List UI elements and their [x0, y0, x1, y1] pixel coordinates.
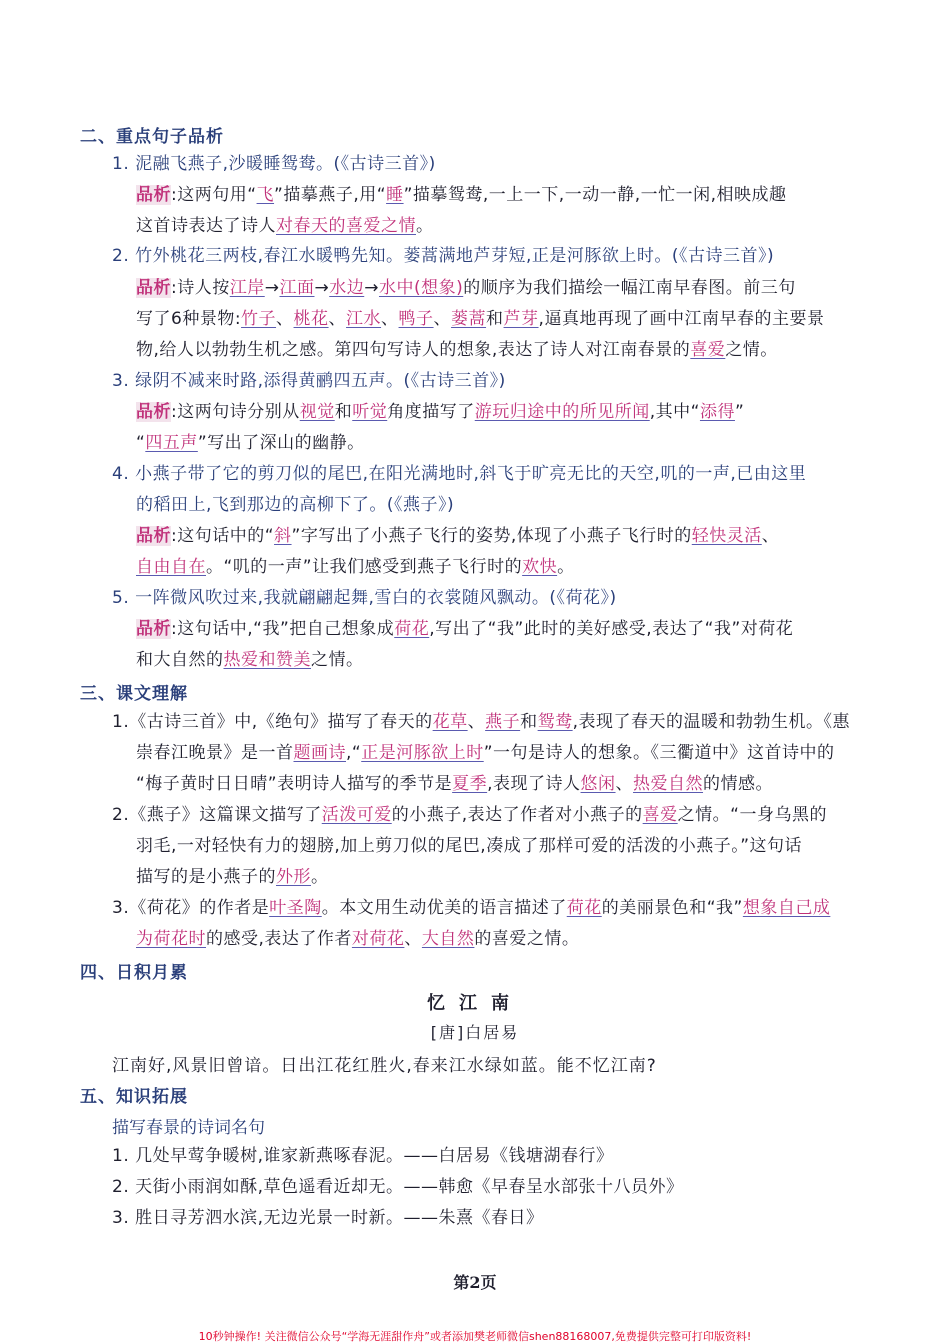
text: 的小燕子,表达了作者对小燕子的 — [391, 805, 643, 825]
answer: 鸳鸯 — [537, 712, 573, 732]
arrow: → — [364, 278, 379, 298]
answer: 斜 — [274, 526, 292, 546]
text: 。本文用生动优美的语言描述了 — [321, 898, 567, 918]
text: ”描摹燕子,用“ — [274, 185, 387, 205]
answer: 水边 — [329, 278, 365, 298]
analysis-tag: 品析 — [136, 402, 171, 422]
sep: 和 — [486, 309, 504, 329]
text: 崇春江晚景》是一首 — [136, 743, 294, 763]
text: ,“ — [346, 743, 362, 763]
answer: 鸭子 — [398, 309, 434, 329]
sentence-1: 1. 泥融飞燕子,沙暖睡鸳鸯。(《古诗三首》) — [112, 154, 436, 174]
text: :这两句诗分别从 — [171, 402, 300, 422]
sentence-2: 2. 竹外桃花三两枝,春江水暖鸭先知。蒌蒿满地芦芽短,正是河豚欲上时。(《古诗三首》) — [112, 246, 775, 266]
analysis-2-line-3 — [136, 338, 906, 362]
answer: 喜爱 — [690, 340, 726, 360]
poem-title: 忆江南 — [427, 993, 523, 1014]
answer: 水中(想象) — [378, 278, 464, 298]
arrow: → — [264, 278, 280, 298]
text: 和大自然的 — [136, 650, 224, 670]
section-title-key-sentences: 二、重点句子品析 — [80, 127, 224, 147]
text: ”字写出了小燕子飞行的姿势,体现了小燕子飞行时的 — [291, 526, 692, 546]
analysis-4-line-2 — [136, 555, 906, 579]
sep: 、 — [328, 309, 347, 329]
text: 。“叽的一声”让我们感受到燕子飞行时的 — [206, 557, 523, 577]
answer: 自由自在 — [136, 557, 206, 577]
footer-notice: 10秒钟操作! 关注微信公众号“学海无涯甜作舟”或者添加樊老师微信shen88168007,免费提供完整可打印版资料! — [198, 1330, 752, 1343]
text: 2.《燕子》这篇课文描写了 — [112, 805, 322, 825]
text: ,表现了诗人 — [487, 774, 581, 794]
understanding-2-line-3 — [136, 865, 906, 889]
text: 这首诗表达了诗人 — [136, 216, 276, 236]
answer: 游玩归途中的所见所闻 — [474, 402, 650, 422]
answer: 活泼可爱 — [321, 805, 392, 825]
analysis-4-line-1 — [136, 524, 906, 548]
answer: 轻快灵活 — [691, 526, 762, 546]
verse-item: 3. 胜日寻芳泗水滨,无边光景一时新。——朱熹《春日》 — [112, 1208, 544, 1228]
text: 的顺序为我们描绘一幅江南早春图。前三句 — [463, 278, 796, 298]
analysis-3-line-1 — [136, 400, 906, 424]
sep: 、 — [404, 929, 422, 949]
sentence-3: 3. 绿阴不减来时路,添得黄鹂四五声。(《古诗三首》) — [112, 371, 506, 391]
answer: 芦芽 — [503, 309, 539, 329]
text: 角度描写了 — [387, 402, 475, 422]
subsection-title: 描写春景的诗词名句 — [112, 1118, 265, 1138]
answer: 飞 — [256, 185, 275, 205]
text: ”一句是诗人的想象。《三衢道中》这首诗中的 — [483, 743, 835, 763]
understanding-2-line-1 — [112, 803, 882, 827]
analysis-1-line-1 — [136, 183, 906, 207]
answer: 江岸 — [229, 278, 265, 298]
text: 之情。 — [725, 340, 778, 360]
text: 3.《荷花》的作者是 — [112, 898, 270, 918]
answer: 夏季 — [452, 774, 488, 794]
understanding-3-line-2 — [136, 927, 906, 951]
analysis-3-line-2 — [136, 431, 906, 455]
sep: 和 — [520, 712, 538, 732]
answer: 喜爱 — [642, 805, 678, 825]
answer: 为荷花时 — [136, 929, 206, 949]
text: ,表现了春天的温暖和勃勃生机。《惠 — [572, 712, 851, 732]
answer: 花草 — [432, 712, 468, 732]
answer: 四五声 — [145, 433, 198, 453]
text: :诗人按 — [171, 278, 230, 298]
text: “ — [136, 433, 146, 453]
sep: 、 — [276, 309, 294, 329]
text: 描写的是小燕子的 — [136, 867, 276, 887]
answer: 听觉 — [352, 402, 388, 422]
text: ,其中“ — [649, 402, 700, 422]
text: 之情。 — [311, 650, 364, 670]
analysis-5-line-2 — [136, 648, 906, 672]
analysis-tag: 品析 — [136, 619, 171, 639]
answer: 欢快 — [522, 557, 558, 577]
page-number: 第2页 — [453, 1273, 497, 1292]
text: 。 — [311, 867, 329, 887]
text: 物,给人以勃勃生机之感。第四句写诗人的想象,表达了诗人对江南春景的 — [136, 340, 691, 360]
understanding-1-line-3 — [136, 772, 906, 796]
answer: 外形 — [276, 867, 311, 887]
understanding-2-line-2: 羽毛,一对轻快有力的翅膀,加上剪刀似的尾巴,凑成了那样可爱的活泼的小燕子。”这句话 — [136, 836, 803, 856]
text: 的情感。 — [703, 774, 774, 794]
section-title-text-understanding: 三、课文理解 — [80, 684, 188, 704]
answer: 对春天的喜爱之情 — [276, 216, 416, 236]
answer: 视觉 — [299, 402, 335, 422]
text: ,逼真地再现了画中江南早春的主要景 — [538, 309, 825, 329]
poem-body: 江南好,风景旧曾谙。日出江花红胜火,春来江水绿如蓝。能不忆江南? — [112, 1056, 657, 1076]
text: 和 — [334, 402, 353, 422]
answer: 竹子 — [241, 309, 277, 329]
text: 。 — [557, 557, 575, 577]
answer: 睡 — [386, 185, 404, 205]
sentence-5: 5. 一阵微风吹过来,我就翩翩起舞,雪白的衣裳随风飘动。(《荷花》) — [112, 588, 617, 608]
answer: 正是河豚欲上时 — [361, 743, 484, 763]
analysis-tag: 品析 — [136, 526, 171, 546]
text: 、 — [761, 526, 780, 546]
answer: 蒌蒿 — [451, 309, 487, 329]
section-title-knowledge-expansion: 五、知识拓展 — [80, 1087, 188, 1107]
text: :这两句用“ — [171, 185, 257, 205]
text: 的喜爱之情。 — [474, 929, 580, 949]
poem-author: [唐]白居易 — [430, 1023, 520, 1042]
text: 的美丽景色和“我” — [601, 898, 743, 918]
understanding-1-line-2 — [136, 741, 906, 765]
text: ”描摹鸳鸯,一上一下,一动一静,一忙一闲,相映成趣 — [403, 185, 787, 205]
answer: 悠闲 — [580, 774, 616, 794]
sep: 、 — [467, 712, 486, 732]
answer: 江水 — [346, 309, 382, 329]
answer: 添得 — [699, 402, 735, 422]
analysis-tag: 品析 — [136, 278, 171, 298]
answer: 燕子 — [485, 712, 521, 732]
answer: 题画诗 — [293, 743, 346, 763]
analysis-1-line-2 — [136, 214, 906, 238]
text: 之情。“一身乌黑的 — [677, 805, 827, 825]
text: “梅子黄时日日晴”表明诗人描写的季节是 — [136, 774, 453, 794]
analysis-5-line-1 — [136, 617, 906, 641]
verse-item: 2. 天街小雨润如酥,草色遥看近却无。——韩愈《早春呈水部张十八员外》 — [112, 1177, 684, 1197]
text: 写了6种景物: — [136, 309, 242, 329]
sentence-4-line-1: 4. 小燕子带了它的剪刀似的尾巴,在阳光满地时,斜飞于旷亮无比的天空,叽的一声,已由这里 — [112, 464, 807, 484]
sentence-4-line-2: 的稻田上,飞到那边的高柳下了。(《燕子》) — [136, 495, 455, 515]
section-title-daily-accumulation: 四、日积月累 — [80, 963, 188, 983]
verse-item: 1. 几处早莺争暖树,谁家新燕啄春泥。——白居易《钱塘湖春行》 — [112, 1146, 614, 1166]
answer: 对荷花 — [351, 929, 405, 949]
analysis-tag: 品析 — [136, 185, 171, 205]
text: :这句话中,“我”把自己想象成 — [171, 619, 395, 639]
answer: 热爱和赞美 — [223, 650, 311, 670]
answer: 叶圣陶 — [269, 898, 322, 918]
analysis-2-line-2 — [136, 307, 906, 331]
text: 1.《古诗三首》中,《绝句》描写了春天的 — [112, 712, 433, 732]
understanding-1-line-1 — [112, 710, 882, 734]
text: ”写出了深山的幽静。 — [197, 433, 365, 453]
text: ,写出了“我”此时的美好感受,表达了“我”对荷花 — [429, 619, 794, 639]
answer: 大自然 — [421, 929, 475, 949]
answer: 桃花 — [293, 309, 329, 329]
sep: 、 — [381, 309, 399, 329]
answer: 江面 — [279, 278, 315, 298]
analysis-2-line-1 — [136, 276, 906, 300]
answer: 荷花 — [394, 619, 430, 639]
text: ” — [734, 402, 745, 422]
sep: 、 — [433, 309, 452, 329]
sep: 、 — [615, 774, 634, 794]
understanding-3-line-1 — [112, 896, 882, 920]
text: :这句话中的“ — [171, 526, 275, 546]
answer: 想象自己成 — [742, 898, 831, 918]
text: 的感受,表达了作者 — [206, 929, 352, 949]
answer: 热爱自然 — [633, 774, 704, 794]
answer: 荷花 — [566, 898, 602, 918]
text: 。 — [416, 216, 434, 236]
arrow: → — [314, 278, 330, 298]
